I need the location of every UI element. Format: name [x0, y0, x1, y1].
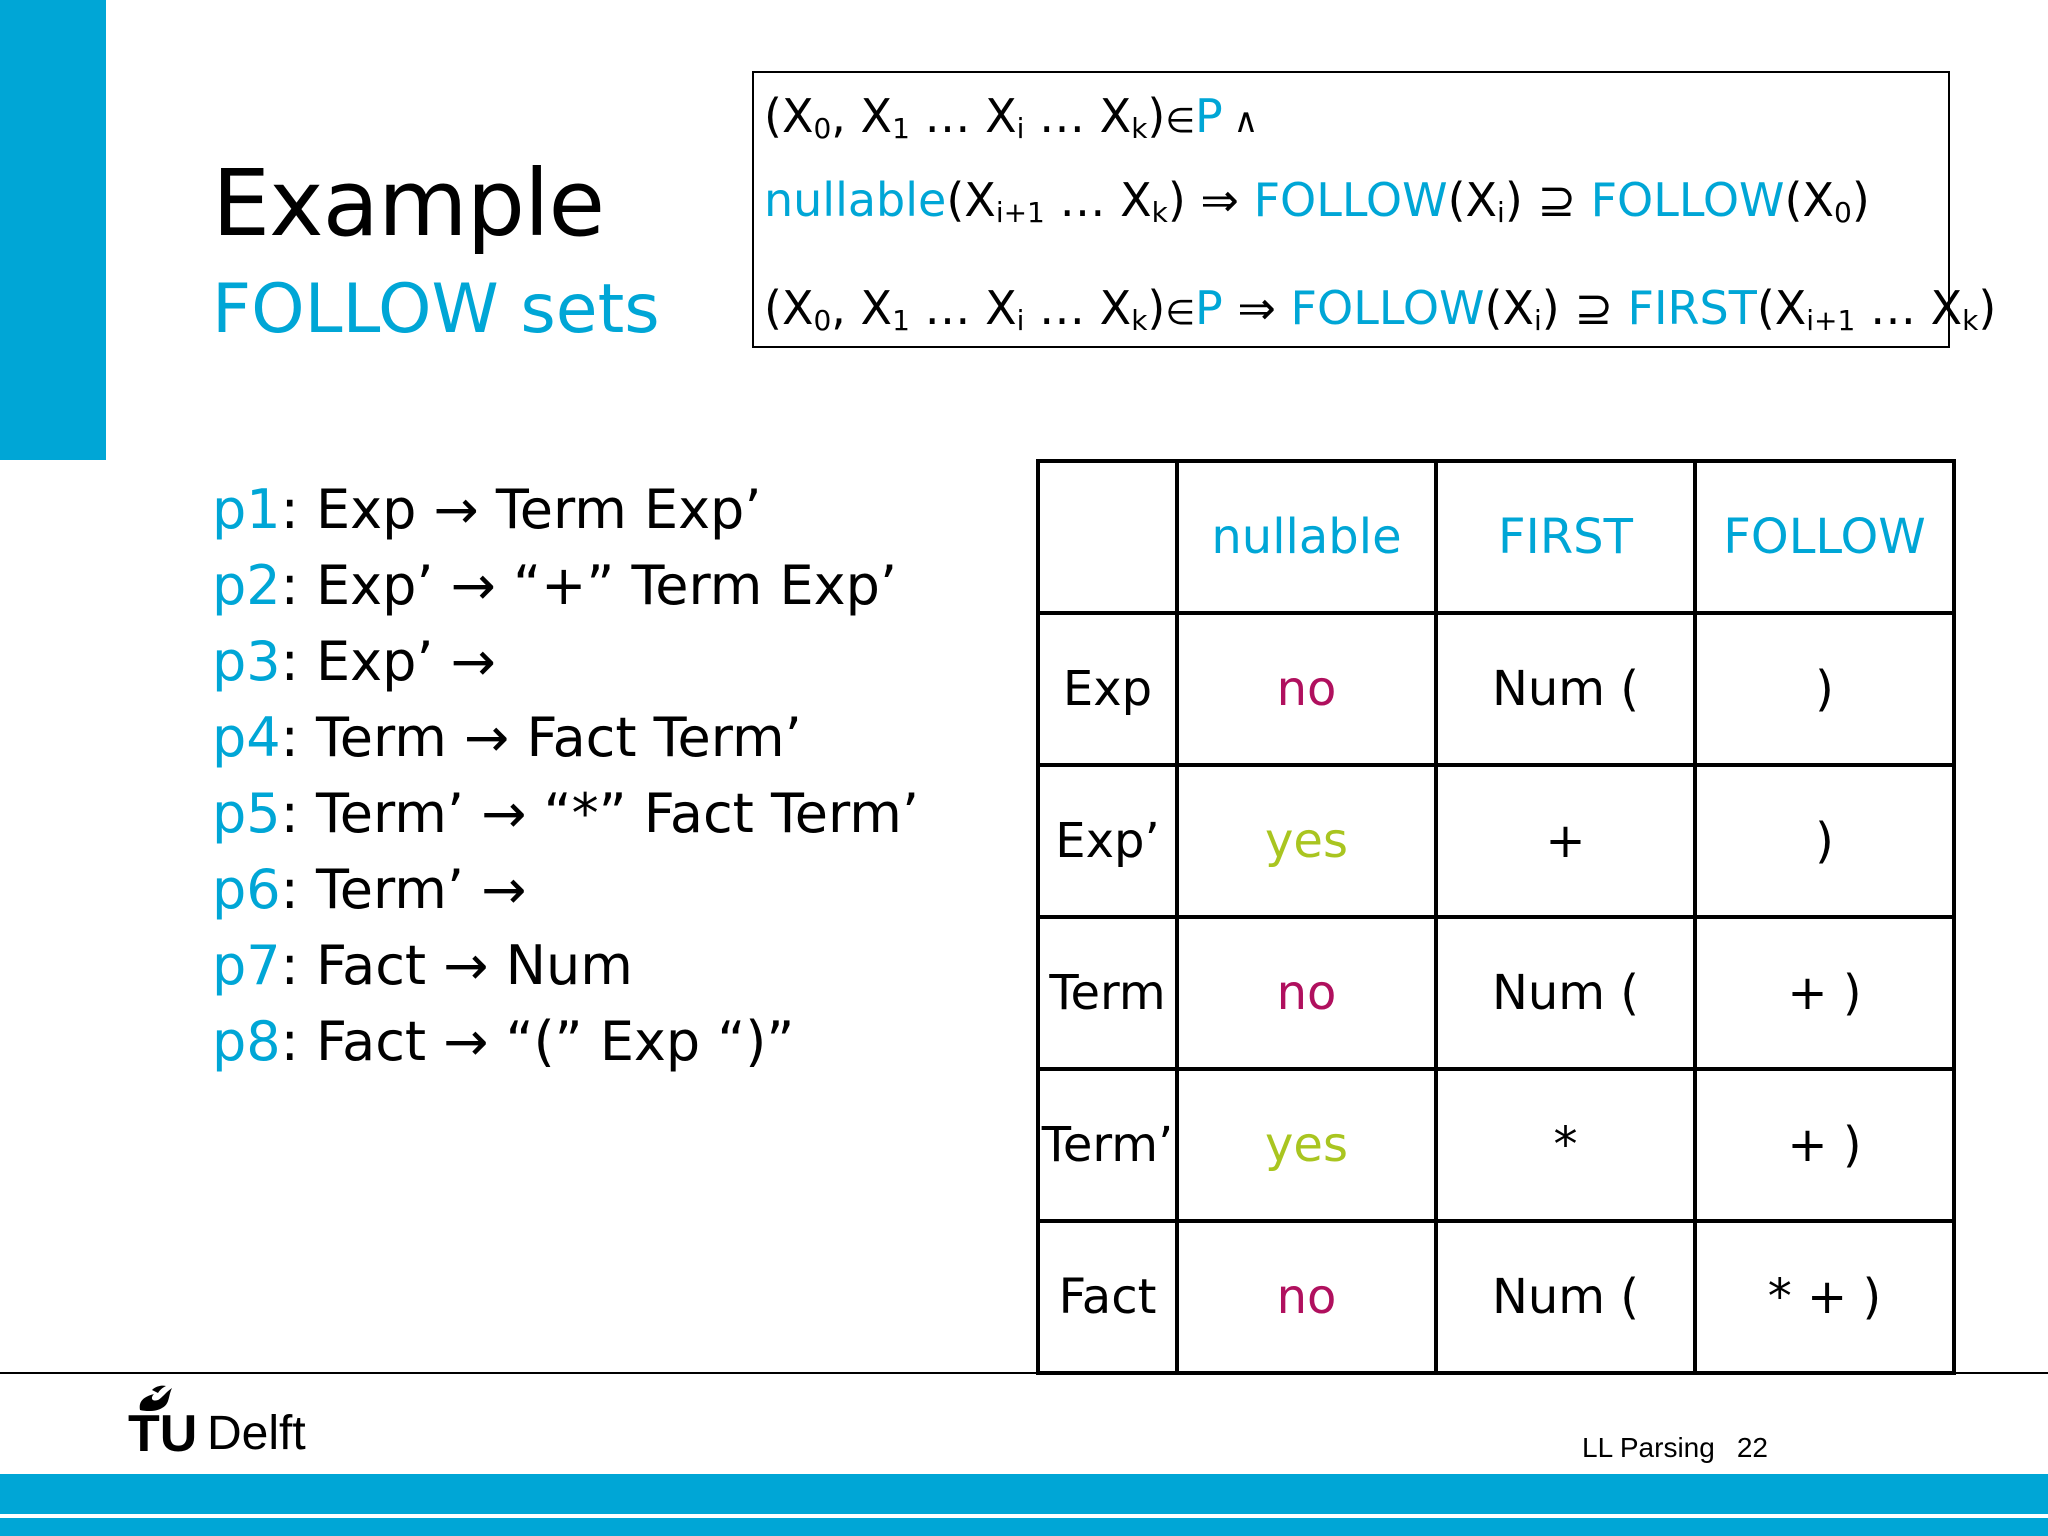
production-p4	[212, 700, 919, 776]
rule1-dots2: … X	[1024, 89, 1132, 143]
production-body: : Fact → Num	[280, 934, 633, 997]
bottom-band-thin	[0, 1518, 2048, 1536]
production-p3	[212, 624, 919, 700]
rule3-follow: FOLLOW	[1290, 281, 1485, 335]
nullable-cell: no	[1177, 613, 1436, 765]
rule3-dots2: … X	[1024, 281, 1132, 335]
rule3-close2: )	[1978, 281, 1997, 335]
rule3-elem: ∈	[1165, 293, 1195, 333]
footer-info	[1582, 1432, 1790, 1464]
rule1-sub1: 1	[892, 112, 910, 145]
rule1-subi: i	[1016, 112, 1025, 145]
follow-table	[1036, 459, 1956, 1375]
symbol-cell: Exp	[1038, 613, 1177, 765]
production-body: : Fact → “(” Exp “)”	[280, 1010, 795, 1073]
symbol-cell: Term	[1038, 917, 1177, 1069]
production-p8	[212, 1004, 919, 1080]
rule3-sub1: 1	[892, 304, 910, 337]
nullable-cell: no	[1177, 1221, 1436, 1373]
slide-subtitle: FOLLOW sets	[212, 270, 660, 349]
production-body: : Exp → Term Exp’	[280, 478, 762, 541]
rule3-supset: ) ⊇	[1541, 281, 1628, 335]
table-row	[1038, 917, 1954, 1069]
rule3-comma: , X	[831, 281, 893, 335]
production-body: : Exp’ →	[280, 630, 496, 693]
nullable-cell: yes	[1177, 1069, 1436, 1221]
rule3-subi-b: i	[1534, 304, 1542, 337]
rule1-elem: ∈	[1165, 101, 1195, 141]
follow-cell: )	[1695, 613, 1954, 765]
production-body: : Exp’ → “+” Term Exp’	[280, 554, 898, 617]
rule1-p: P	[1195, 89, 1223, 143]
production-body: : Term’ → “*” Fact Term’	[280, 782, 920, 845]
logo-tu: TU	[128, 1405, 198, 1463]
rule3-implies: ⇒	[1222, 281, 1291, 335]
rule1-and: ∧	[1222, 101, 1259, 141]
accent-bar	[0, 0, 106, 460]
rule2-close: )	[1851, 173, 1870, 227]
follow-rules-box	[752, 71, 1997, 348]
follow-cell: + )	[1695, 917, 1954, 1069]
symbol-cell: Fact	[1038, 1221, 1177, 1373]
page-number: 22	[1736, 1432, 1768, 1463]
rule1-paren: (X	[764, 89, 814, 143]
rule1-subk: k	[1131, 112, 1148, 145]
header-follow: FOLLOW	[1695, 461, 1954, 613]
rule2-follow2: FOLLOW	[1590, 173, 1785, 227]
rule2-follow1: FOLLOW	[1253, 173, 1448, 227]
rule2-subk: k	[1151, 196, 1168, 229]
rule1-sub0: 0	[813, 112, 832, 145]
rule2-supset: ) ⊇	[1504, 173, 1591, 227]
rule2-subi1: i+1	[995, 196, 1045, 229]
rule-line-2	[764, 173, 1870, 229]
production-p1	[212, 472, 919, 548]
first-cell: +	[1436, 765, 1695, 917]
symbol-cell: Exp’	[1038, 765, 1177, 917]
table-row	[1038, 1221, 1954, 1373]
course-name: LL Parsing	[1582, 1432, 1715, 1463]
rule3-sub0: 0	[813, 304, 832, 337]
rule3-subk: k	[1131, 304, 1148, 337]
production-body: : Term’ →	[280, 858, 527, 921]
rule3-arg1: (X	[1484, 281, 1534, 335]
rule3-dots3: … X	[1855, 281, 1963, 335]
rule3-first: FIRST	[1627, 281, 1757, 335]
rule2-subi: i	[1497, 196, 1505, 229]
rule2-dots: … X	[1044, 173, 1152, 227]
slide-title: Example	[212, 150, 605, 257]
rule-line-3	[764, 281, 1997, 337]
production-id: p4	[212, 706, 281, 769]
production-id: p1	[212, 478, 281, 541]
production-id: p5	[212, 782, 281, 845]
production-list	[212, 472, 919, 1080]
logo-delft: Delft	[207, 1407, 306, 1460]
rule1-comma: , X	[831, 89, 893, 143]
table-header-row	[1038, 461, 1954, 613]
production-id: p2	[212, 554, 281, 617]
rule3-close: )	[1147, 281, 1166, 335]
rule-line-1	[764, 89, 1259, 145]
rule2-sub0: 0	[1834, 196, 1852, 229]
rule3-dots1: … X	[909, 281, 1017, 335]
header-empty-cell	[1038, 461, 1177, 613]
production-p6	[212, 852, 919, 928]
follow-cell: * + )	[1695, 1221, 1954, 1373]
follow-cell: )	[1695, 765, 1954, 917]
header-first: FIRST	[1436, 461, 1695, 613]
rule2-implies: ) ⇒	[1167, 173, 1254, 227]
first-cell: *	[1436, 1069, 1695, 1221]
rule3-arg2: (X	[1756, 281, 1807, 335]
table-row	[1038, 613, 1954, 765]
production-p2	[212, 548, 919, 624]
table-row	[1038, 765, 1954, 917]
first-cell: Num (	[1436, 917, 1695, 1069]
rule1-dots1: … X	[909, 89, 1017, 143]
header-nullable: nullable	[1177, 461, 1436, 613]
symbol-cell: Term’	[1038, 1069, 1177, 1221]
production-id: p6	[212, 858, 281, 921]
nullable-cell: no	[1177, 917, 1436, 1069]
production-id: p8	[212, 1010, 281, 1073]
rule2-arg2: (X	[1784, 173, 1835, 227]
first-cell: Num (	[1436, 613, 1695, 765]
rule3-subk-b: k	[1962, 304, 1979, 337]
table-row	[1038, 1069, 1954, 1221]
production-body: : Term → Fact Term’	[280, 706, 802, 769]
rule2-open: (X	[946, 173, 996, 227]
footer-divider	[0, 1372, 2048, 1374]
bottom-band	[0, 1474, 2048, 1514]
rule3-subi1: i+1	[1806, 304, 1856, 337]
rule3-p: P	[1195, 281, 1223, 335]
rule2-arg1: (X	[1447, 173, 1498, 227]
rule3-subi: i	[1016, 304, 1025, 337]
nullable-cell: yes	[1177, 765, 1436, 917]
production-p7	[212, 928, 919, 1004]
first-cell: Num (	[1436, 1221, 1695, 1373]
production-id: p7	[212, 934, 281, 997]
rule1-close: )	[1147, 89, 1166, 143]
rule2-nullable: nullable	[764, 173, 947, 227]
rule3-paren: (X	[764, 281, 814, 335]
follow-cell: + )	[1695, 1069, 1954, 1221]
production-p5	[212, 776, 919, 852]
production-id: p3	[212, 630, 281, 693]
